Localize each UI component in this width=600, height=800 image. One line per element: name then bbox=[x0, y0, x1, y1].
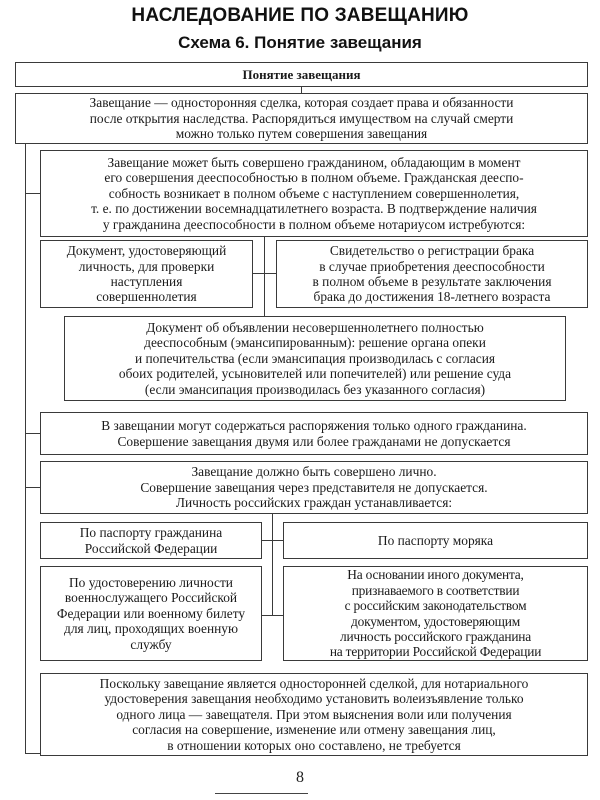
id-other-box bbox=[283, 566, 588, 661]
doc-marriage-line: в полном объеме в результате заключения bbox=[312, 274, 552, 289]
capacity-line: Завещание может быть совершено гражданином, обладающим в момент bbox=[107, 154, 521, 170]
personally-box bbox=[40, 461, 588, 514]
id-seaman-box bbox=[283, 522, 588, 559]
definition-box bbox=[15, 93, 588, 144]
id-seaman-line: По паспорту моряка bbox=[377, 532, 494, 548]
unilateral-line: согласия на совершение, изменение или отмену завещания лиц, bbox=[132, 722, 496, 738]
id-other-line: признаваемого в соответствии bbox=[351, 582, 520, 598]
id-military-line: Федерации или военному билету bbox=[56, 605, 246, 621]
id-other-line: на территории Российской Федерации bbox=[329, 644, 542, 660]
doc-identity-line: Документ, удостоверяющий bbox=[66, 243, 227, 259]
unilateral-line: Поскольку завещание является односторонней сделкой, для нотариального bbox=[99, 675, 529, 691]
id-military-line: По удостоверению личности bbox=[69, 574, 233, 590]
capacity-line: его совершения дееспособностью в полном объеме. Гражданская дееспо- bbox=[104, 170, 524, 186]
doc-emancipation-line: Документ об объявлении несовершеннолетнего полностью bbox=[146, 319, 484, 335]
connector-personally-to-ids bbox=[272, 513, 273, 616]
root-label: Понятие завещания bbox=[242, 66, 361, 82]
id-military-line: для лиц, проходящих военную bbox=[64, 621, 238, 637]
page-title: НАСЛЕДОВАНИЕ ПО ЗАВЕЩАНИЮ bbox=[131, 5, 469, 26]
single-person-line: В завещании могут содержаться распоряжения только одного гражданина. bbox=[101, 418, 527, 434]
id-passport-line: Российской Федерации bbox=[84, 540, 218, 556]
connector-spine-to-single-person bbox=[25, 433, 40, 434]
connector-capacity-to-docs bbox=[264, 236, 265, 316]
personally-line: Личность российских граждан устанавливается: bbox=[175, 495, 453, 511]
capacity-line: у гражданина дееспособности в полном объеме нотариусом истребуются: bbox=[102, 216, 526, 232]
definition-line: после открытия наследства. Распорядиться имуществом на случай смерти bbox=[89, 110, 514, 126]
id-other-line: личность российского гражданина bbox=[339, 628, 532, 644]
connector-spine-to-personally bbox=[25, 487, 40, 488]
doc-identity-line: совершеннолетия bbox=[96, 289, 197, 305]
connector-spine-to-unilateral bbox=[25, 753, 40, 754]
root-box bbox=[15, 62, 588, 87]
doc-marriage-box bbox=[276, 240, 588, 308]
id-other-line: На основании иного документа, bbox=[347, 567, 524, 583]
unilateral-line: в отношении которых оно составлено, не требуется bbox=[167, 737, 461, 753]
doc-emancipation-line: (если эмансипация производилась без указанного согласия) bbox=[144, 381, 486, 397]
id-military-box bbox=[40, 566, 262, 661]
id-military-line: службу bbox=[130, 636, 172, 652]
connector-root-to-definition bbox=[301, 86, 302, 93]
unilateral-box bbox=[40, 673, 588, 756]
page-number-rule bbox=[215, 793, 308, 794]
definition-line: можно только путем совершения завещания bbox=[175, 126, 428, 142]
doc-emancipation-line: и попечительства (если эмансипация производилась с согласия bbox=[134, 350, 496, 366]
doc-emancipation-line: дееспособным (эмансипированным): решение органа опеки bbox=[144, 335, 486, 351]
doc-marriage-line: брака до достижения 18-летнего возраста bbox=[313, 289, 551, 305]
doc-marriage-line: Свидетельство о регистрации брака bbox=[329, 243, 535, 259]
id-other-line: документом, удостоверяющим bbox=[350, 613, 520, 629]
doc-marriage-line: в случае приобретения дееспособности bbox=[319, 258, 545, 274]
id-other-line: с российским законодательством bbox=[344, 598, 527, 614]
single-person-box bbox=[40, 412, 588, 455]
page-number: 8 bbox=[296, 769, 304, 786]
connector-ids-branch-1 bbox=[262, 540, 283, 541]
connector-main-spine bbox=[25, 143, 26, 754]
scheme-subtitle: Схема 6. Понятие завещания bbox=[178, 33, 422, 52]
connector-ids-branch-2 bbox=[262, 615, 283, 616]
capacity-line: собность возникает в полном объеме с наступлением совершеннолетия, bbox=[108, 185, 520, 201]
doc-emancipation-box bbox=[64, 316, 566, 401]
doc-identity-line: личность, для проверки bbox=[78, 258, 215, 274]
single-person-line: Совершение завещания двумя или более гражданами не допускается bbox=[117, 433, 511, 449]
connector-docs-branch bbox=[252, 273, 276, 274]
capacity-line: т. е. по достижении восемнадцатилетнего возраста. В подтверждение наличия bbox=[91, 201, 537, 217]
capacity-box bbox=[40, 150, 588, 237]
unilateral-line: одного лица — завещателя. При этом выяснения воли или получения bbox=[116, 706, 512, 722]
id-passport-box bbox=[40, 522, 262, 559]
personally-line: Совершение завещания через представителя не допускается. bbox=[140, 479, 488, 495]
doc-emancipation-line: обоих родителей, усыновителей или попечителей) или решение суда bbox=[118, 366, 512, 382]
id-military-line: военнослужащего Российской bbox=[64, 590, 238, 606]
doc-identity-box bbox=[40, 240, 253, 308]
id-passport-line: По паспорту гражданина bbox=[79, 525, 223, 541]
unilateral-line: удостоверения завещания необходимо установить волеизъявление только bbox=[104, 691, 524, 707]
connector-spine-to-capacity bbox=[25, 193, 40, 194]
definition-line: Завещание — односторонняя сделка, которая создает права и обязанности bbox=[89, 95, 514, 111]
personally-line: Завещание должно быть совершено лично. bbox=[191, 464, 437, 480]
doc-identity-line: наступления bbox=[110, 274, 183, 289]
